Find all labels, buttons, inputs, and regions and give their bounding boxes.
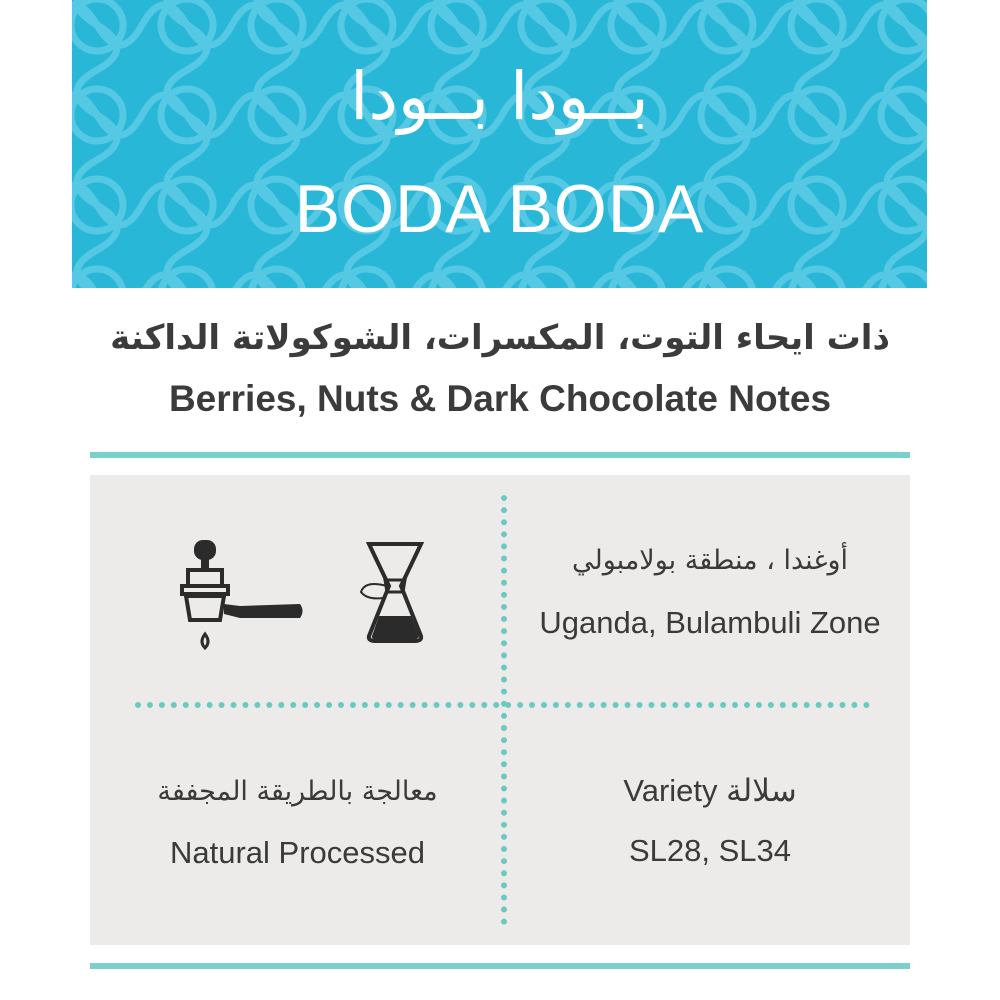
product-title: BODA BODA — [294, 171, 705, 247]
tasting-notes-arabic: ذات ايحاء التوت، المكسرات، الشوكولاتة الداكنة — [110, 318, 890, 358]
vertical-dotted-divider — [501, 495, 507, 925]
chemex-icon — [355, 540, 435, 645]
divider-top — [90, 452, 910, 458]
horizontal-dotted-divider — [135, 702, 870, 708]
variety-label: Variety سلالة — [623, 773, 797, 808]
origin-arabic: أوغندا ، منطقة بولامبولي — [572, 545, 848, 576]
header-banner — [72, 0, 927, 288]
tasting-notes: Berries, Nuts & Dark Chocolate Notes — [168, 378, 832, 419]
process: Natural Processed — [169, 835, 425, 870]
espresso-portafilter-icon — [180, 538, 310, 653]
process-arabic: معالجة بالطريقة المجففة — [157, 776, 438, 807]
origin: Uganda, Bulambuli Zone — [539, 605, 881, 640]
variety-value: SL28, SL34 — [628, 833, 792, 868]
divider-bottom — [90, 963, 910, 969]
product-title-arabic: بــودا بــودا — [350, 58, 649, 135]
